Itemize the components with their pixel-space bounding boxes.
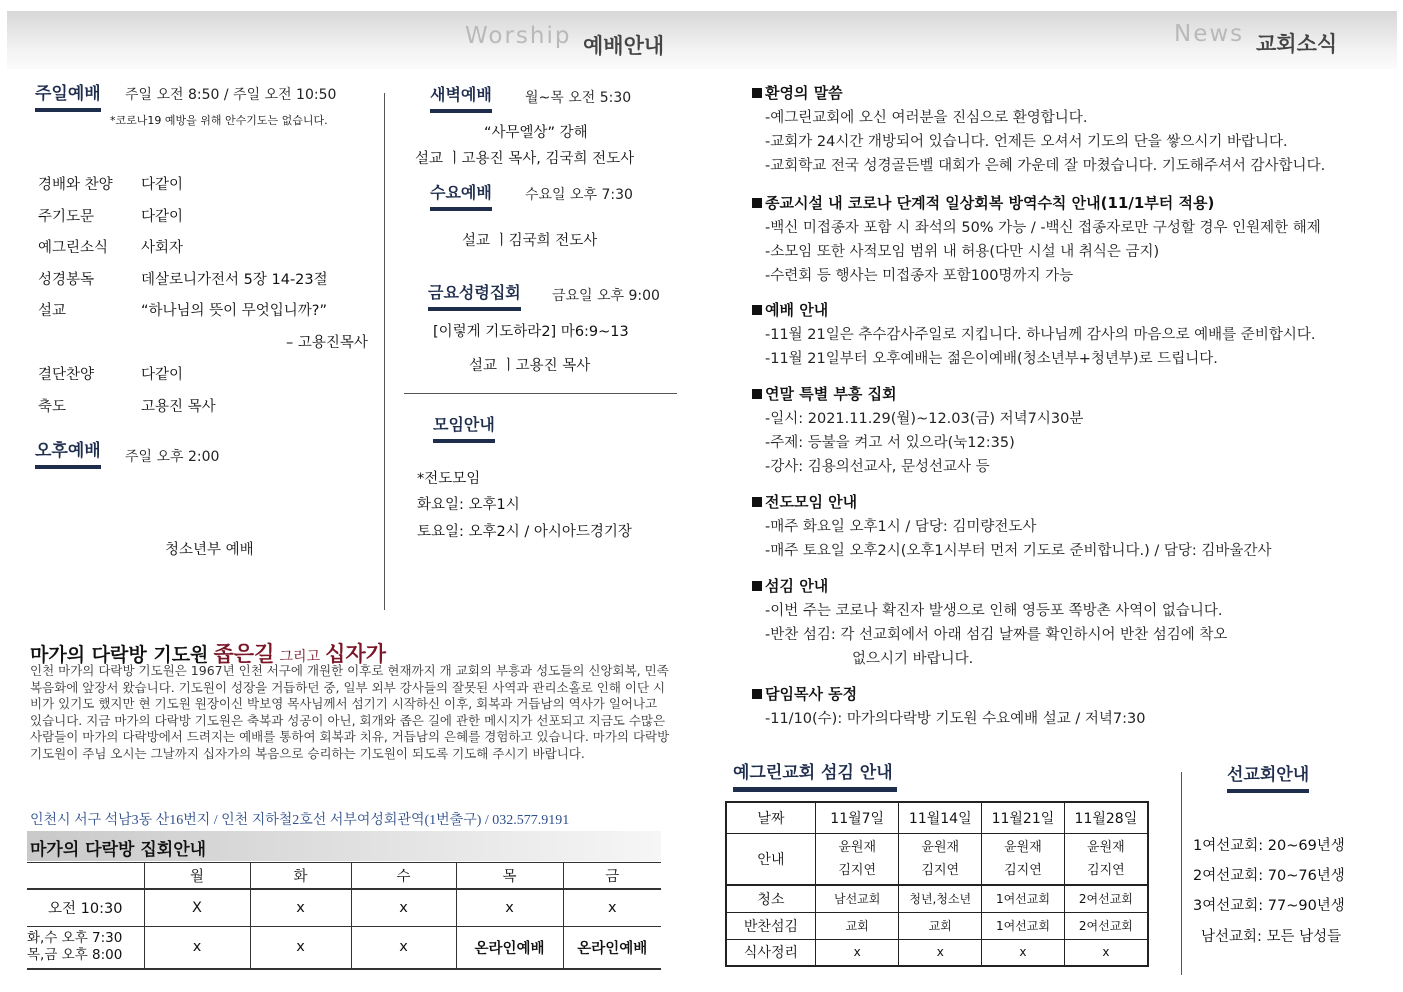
time-label-line: 목,금 오후 8:00 — [27, 947, 123, 964]
preacher: – 고용진목사 — [286, 335, 368, 351]
order-value: 데살로니가전서 5장 14-23절 — [141, 272, 328, 288]
news-item: -매주 화요일 오후1시 / 담당: 김미량전도사 — [765, 519, 1037, 535]
order-value: 다같이 — [141, 367, 184, 383]
news-item: -백신 미접종자 포함 시 좌석의 50% 가능 / -백신 접종자로만 구성할 경우 인원제한 해제 — [765, 220, 1321, 236]
news-item: -매주 토요일 오후2시(오후1시부터 먼저 기도로 준비합니다.) / 담당: 김바울간사 — [765, 543, 1272, 559]
meeting-title: 모임안내 — [433, 412, 495, 443]
prayer-house-address: 인천시 서구 석남3동 산16번지 / 인천 지하철2호선 서부여성회관역(1번출구) / 032.577.9191 — [30, 813, 570, 828]
news-item: -교회가 24시간 개방되어 있습니다. 언제든 오셔서 기도의 단을 쌓으시기 바랍니다. — [765, 134, 1288, 150]
column-divider — [384, 93, 385, 610]
mission-title: 선교회안내 — [1227, 760, 1309, 793]
table-cell: X — [144, 889, 250, 927]
order-value: 다같이 — [141, 209, 184, 225]
name: 윤원재 — [1004, 839, 1042, 855]
news-heading — [752, 82, 843, 103]
mission-divider — [1181, 772, 1182, 975]
square-bullet-icon — [752, 689, 762, 699]
table-row — [27, 927, 661, 969]
table-cell: x — [899, 939, 982, 966]
day-header: 월 — [144, 863, 250, 889]
table-cell — [899, 833, 982, 885]
table-cell: 온라인예배 — [456, 927, 563, 969]
table-cell: x — [982, 939, 1065, 966]
news-heading-text: 담임목사 동정 — [765, 685, 858, 703]
prayer-house-title: 마가의 다락방 기도원 — [30, 644, 209, 666]
order-label: 축도 — [38, 399, 67, 415]
news-item: -11월 21일부터 오후예배는 젊은이예배(청소년부+청년부)로 드립니다. — [765, 351, 1218, 367]
name: 김지연 — [1004, 862, 1042, 878]
day-header: 화 — [250, 863, 351, 889]
table-header: 11월14일 — [899, 802, 982, 833]
news-item: -11월 21일은 추수감사주일로 지킵니다. 하나님께 감사의 마음으로 예배를 준비합시다. — [765, 327, 1316, 343]
name: 윤원재 — [1087, 839, 1125, 855]
news-heading — [752, 575, 828, 596]
table-row — [726, 885, 1148, 912]
prayer-house-body: 인천 마가의 다락방 기도원은 1967년 인천 서구에 개원한 이후로 현재까지 개 교회의 부흥과 성도들의 신앙회복, 민족 복음화에 앞장서 왔습니다. 기도원이 성장을 거듭하던 중, 일부 외부 강사들의 잘못된 사역과 관리소홀로 인해 이단 시비가 있기도 했지만 현 기도원 원장이신 박보영 목사님께서 섬기기 시작하신 이후, 회복과 거듭남의 역사가 일어나고 있습니다. 지금 마가의 다락방 기도원은 축복과 성공이 아닌, 회개와 좁은 길에 관한 메시지가 선포되고 지금도 수많은 사람들이 마가의 다락방에서 드려지는 예배를 통하여 회복과 치유, 거듭남의 은혜를 경험하고 있습니다. 마가의 다락방 기도원이 주님 오시는 그날까지 십자가의 복음으로 승리하는 기도원이 되도록 기도해 주시기 바랍니다. — [30, 663, 670, 761]
row-label: 청소 — [726, 885, 815, 912]
friday-time: 금요일 오후 9:00 — [552, 288, 660, 304]
square-bullet-icon — [752, 581, 762, 591]
news-item: -소모임 또한 사적모임 범위 내 허용(다만 시설 내 취식은 금지) — [765, 244, 1160, 260]
table-cell: 남선교회 — [815, 885, 899, 912]
day-header: 금 — [563, 863, 661, 889]
order-value: 사회자 — [141, 240, 184, 256]
news-heading-text: 연말 특별 부흥 집회 — [765, 385, 897, 403]
meeting-item: *전도모임 — [417, 471, 481, 487]
table-cell: x — [815, 939, 899, 966]
meeting-item: 토요일: 오후2시 / 아시아드경기장 — [417, 524, 632, 540]
dawn-topic: “사무엘상” 강해 — [484, 125, 588, 141]
news-heading-text: 예배 안내 — [765, 301, 829, 319]
square-bullet-icon — [752, 198, 762, 208]
table-cell: x — [563, 889, 661, 927]
news-item: -반찬 섬김: 각 선교회에서 아래 섬김 날짜를 확인하시어 반찬 섬김에 착오 — [765, 627, 1228, 643]
day-header: 수 — [351, 863, 456, 889]
mission-item: 남선교회: 모든 남성들 — [1201, 929, 1342, 945]
row-label: 식사정리 — [726, 939, 815, 966]
table-cell: 온라인예배 — [563, 927, 661, 969]
news-item: -예그린교회에 오신 여러분을 진심으로 환영합니다. — [765, 110, 1088, 126]
mission-item: 2여선교회: 70~76년생 — [1193, 868, 1345, 884]
table-cell — [1064, 833, 1148, 885]
cross-text: 십자가 — [325, 641, 386, 666]
order-label: 성경봉독 — [38, 272, 95, 288]
news-item: 없으시기 바랍니다. — [852, 651, 974, 667]
narrow-way-text: 좁은길 — [213, 641, 275, 666]
day-header: 목 — [456, 863, 563, 889]
news-item: -강사: 김용의선교사, 문성선교사 등 — [765, 459, 990, 475]
table-cell: 1여선교회 — [982, 885, 1065, 912]
and-text: 그리고 — [279, 649, 321, 665]
news-item: -일시: 2021.11.29(월)~12.03(금) 저녁7시30분 — [765, 411, 1084, 427]
table-cell: x — [250, 927, 351, 969]
order-label: 설교 — [38, 303, 67, 319]
table-cell: x — [351, 889, 456, 927]
table-row — [726, 833, 1148, 885]
sunday-times: 주일 오전 8:50 / 주일 오전 10:50 — [125, 87, 337, 103]
dawn-sermon: 설교 ㅣ고용진 목사, 김국희 전도사 — [415, 151, 635, 167]
afternoon-time: 주일 오후 2:00 — [125, 449, 220, 465]
wednesday-sermon: 설교 ㅣ김국희 전도사 — [462, 233, 598, 249]
order-value: 고용진 목사 — [141, 399, 216, 415]
table-header: 11월7일 — [815, 802, 899, 833]
friday-topic: [이렇게 기도하라2] 마6:9~13 — [433, 324, 629, 340]
serve-title: 예그린교회 섬김 안내 — [733, 758, 897, 792]
square-bullet-icon — [752, 305, 762, 315]
table-cell: x — [351, 927, 456, 969]
wednesday-time: 수요일 오후 7:30 — [525, 187, 633, 203]
square-bullet-icon — [752, 88, 762, 98]
news-en-title: News — [1174, 21, 1245, 47]
row-label: 반찬섬김 — [726, 912, 815, 939]
sunday-note: *코로나19 예방을 위해 안수기도는 없습니다. — [110, 114, 328, 127]
news-item: -교회학교 전국 성경골든벨 대회가 은혜 가운데 잘 마쳤습니다. 기도해주셔서 감사합니다. — [765, 158, 1326, 174]
table-cell: 교회 — [899, 912, 982, 939]
news-heading-text: 종교시설 내 코로나 단계적 일상회복 방역수칙 안내(11/1부터 적용) — [765, 194, 1215, 212]
table-cell: x — [456, 889, 563, 927]
table-header: 11월21일 — [982, 802, 1065, 833]
table-row — [726, 912, 1148, 939]
square-bullet-icon — [752, 497, 762, 507]
wednesday-title: 수요예배 — [430, 180, 492, 211]
news-ko-title: 교회소식 — [1256, 32, 1338, 56]
serve-table — [725, 801, 1149, 967]
table-header: 날짜 — [726, 802, 815, 833]
table-cell: x — [250, 889, 351, 927]
news-heading-text: 섬김 안내 — [765, 577, 829, 595]
mission-item: 1여선교회: 20~69년생 — [1193, 838, 1345, 854]
order-value: “하나님의 뜻이 무엇입니까?” — [141, 303, 328, 319]
news-heading — [752, 383, 897, 404]
news-heading-text: 전도모임 안내 — [765, 493, 858, 511]
news-item: -주제: 등불을 켜고 서 있으라(눅12:35) — [765, 435, 1015, 451]
mission-item: 3여선교회: 77~90년생 — [1193, 898, 1345, 914]
schedule-title: 마가의 다락방 집회안내 — [30, 840, 207, 860]
dawn-title: 새벽예배 — [430, 82, 492, 113]
time-label: 오전 10:30 — [48, 901, 123, 918]
table-header: 11월28일 — [1064, 802, 1148, 833]
worship-en-title: Worship — [465, 23, 572, 49]
meeting-divider — [404, 393, 677, 394]
table-cell: x — [1064, 939, 1148, 966]
table-row — [726, 939, 1148, 966]
dawn-time: 월~목 오전 5:30 — [525, 90, 632, 106]
news-heading — [752, 491, 857, 512]
order-label: 경배와 찬양 — [38, 177, 113, 193]
news-item: -11/10(수): 마가의다락방 기도원 수요예배 설교 / 저녁7:30 — [765, 711, 1146, 727]
news-item: -이번 주는 코로나 확진자 발생으로 인해 영등포 쪽방촌 사역이 없습니다. — [765, 603, 1223, 619]
news-heading — [752, 192, 1214, 213]
order-value: 다같이 — [141, 177, 184, 193]
news-heading — [752, 683, 857, 704]
order-label: 결단찬양 — [38, 367, 95, 383]
order-label: 주기도문 — [38, 209, 95, 225]
table-cell — [815, 833, 899, 885]
friday-title: 금요성령집회 — [428, 280, 521, 311]
friday-sermon: 설교 ㅣ고용진 목사 — [469, 358, 591, 374]
table-cell: 교회 — [815, 912, 899, 939]
name: 김지연 — [1087, 862, 1125, 878]
name: 김지연 — [838, 862, 877, 878]
name: 윤원재 — [838, 839, 877, 855]
table-cell: 1여선교회 — [982, 912, 1065, 939]
name: 김지연 — [921, 862, 960, 878]
news-item: -수련회 등 행사는 미접종자 포함100명까지 가능 — [765, 268, 1074, 284]
time-label-line: 화,수 오후 7:30 — [27, 930, 123, 947]
prayer-schedule-table — [27, 862, 661, 970]
table-cell: 청년,청소년 — [899, 885, 982, 912]
order-label: 예그린소식 — [38, 240, 109, 256]
name: 윤원재 — [921, 839, 960, 855]
sunday-title: 주일예배 — [35, 79, 101, 112]
table-row — [27, 889, 661, 927]
time-label — [27, 927, 144, 969]
square-bullet-icon — [752, 389, 762, 399]
news-heading — [752, 299, 828, 320]
news-heading-text: 환영의 말씀 — [765, 84, 843, 102]
table-cell: 2여선교회 — [1064, 885, 1148, 912]
youth-worship: 청소년부 예배 — [165, 542, 254, 558]
table-cell: 2여선교회 — [1064, 912, 1148, 939]
row-label: 안내 — [726, 833, 815, 885]
meeting-item: 화요일: 오후1시 — [417, 497, 520, 513]
table-cell — [982, 833, 1065, 885]
afternoon-title: 오후예배 — [35, 436, 101, 469]
table-row — [726, 802, 1148, 833]
worship-ko-title: 예배안내 — [583, 34, 665, 58]
table-cell: x — [144, 927, 250, 969]
